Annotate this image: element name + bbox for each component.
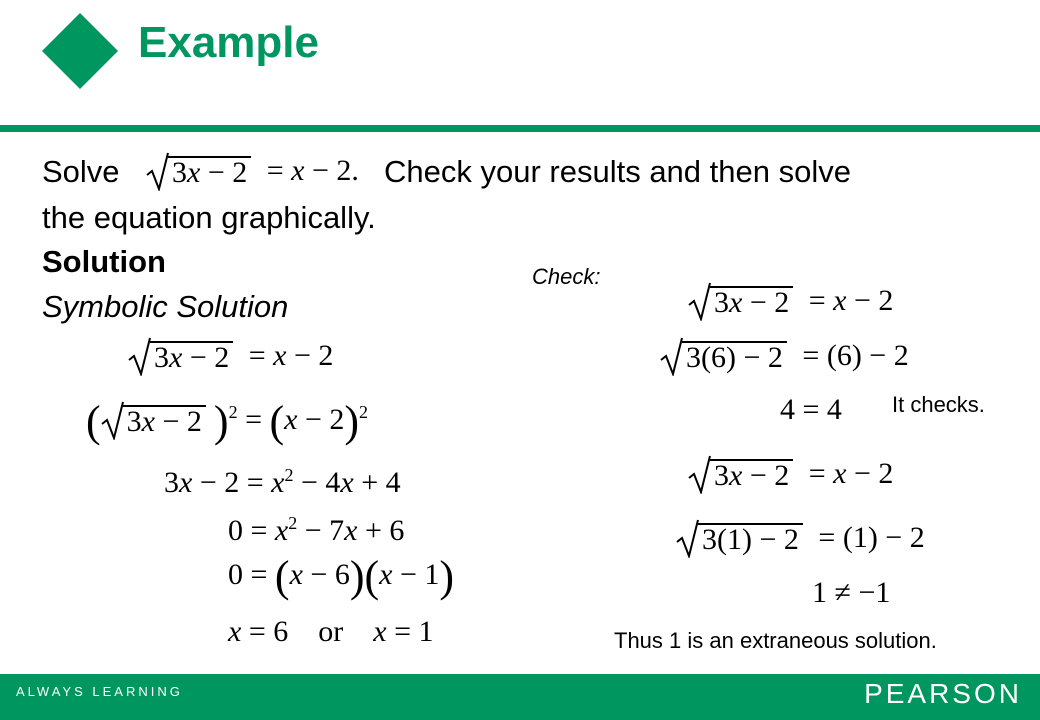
- check-label: Check:: [532, 264, 601, 289]
- problem-line-1-rest: Check your results and then solve: [384, 154, 851, 189]
- radical-icon: [676, 518, 700, 558]
- problem-line-2: the equation graphically.: [42, 200, 376, 235]
- checks-note: It checks.: [892, 392, 985, 417]
- step-3: $3x - 2 = x^2 - 4x + 4$: [164, 465, 401, 499]
- step-2: ( 3x − 2 )$^2 = (x - 2)^2$: [86, 397, 369, 447]
- step-4: $0 = x^2 - 7x + 6$: [228, 513, 405, 547]
- check-2: 3(6) − 2 = (6) − 2: [660, 338, 909, 376]
- step-6: x = 6 or x = 1: [228, 615, 434, 648]
- slide-title: Example: [138, 18, 319, 67]
- pearson-logo: PEARSON: [864, 678, 1022, 709]
- check-4: 3x − 2 = x − 2: [688, 456, 893, 494]
- step-5: 0 = (x − 6)(x − 1): [228, 552, 455, 602]
- footer-tagline: ALWAYS LEARNING: [16, 684, 183, 699]
- solve-word: Solve: [42, 154, 120, 189]
- solution-heading: Solution: [42, 244, 166, 279]
- check-6: 1 ≠ −1: [812, 576, 891, 609]
- radical-icon: [146, 151, 170, 191]
- radical-icon: [101, 400, 125, 440]
- extraneous-note: Thus 1 is an extraneous solution.: [614, 628, 937, 653]
- check-1: 3x − 2 = x − 2: [688, 283, 893, 321]
- radical-icon: [128, 336, 152, 376]
- radical-icon: [688, 454, 712, 494]
- radical-icon: [688, 281, 712, 321]
- header-divider: [0, 125, 1040, 132]
- check-3: 4 = 4: [780, 393, 842, 426]
- symbolic-heading: Symbolic Solution: [42, 289, 289, 324]
- problem-equation: 3x − 2 = x − 2.: [146, 153, 359, 191]
- radical-icon: [660, 336, 684, 376]
- diamond-bullet-icon: [42, 13, 118, 89]
- problem-line-1: [42, 150, 120, 194]
- check-5: 3(1) − 2 = (1) − 2: [676, 520, 925, 558]
- step-1: 3x − 2 = x − 2: [128, 338, 333, 376]
